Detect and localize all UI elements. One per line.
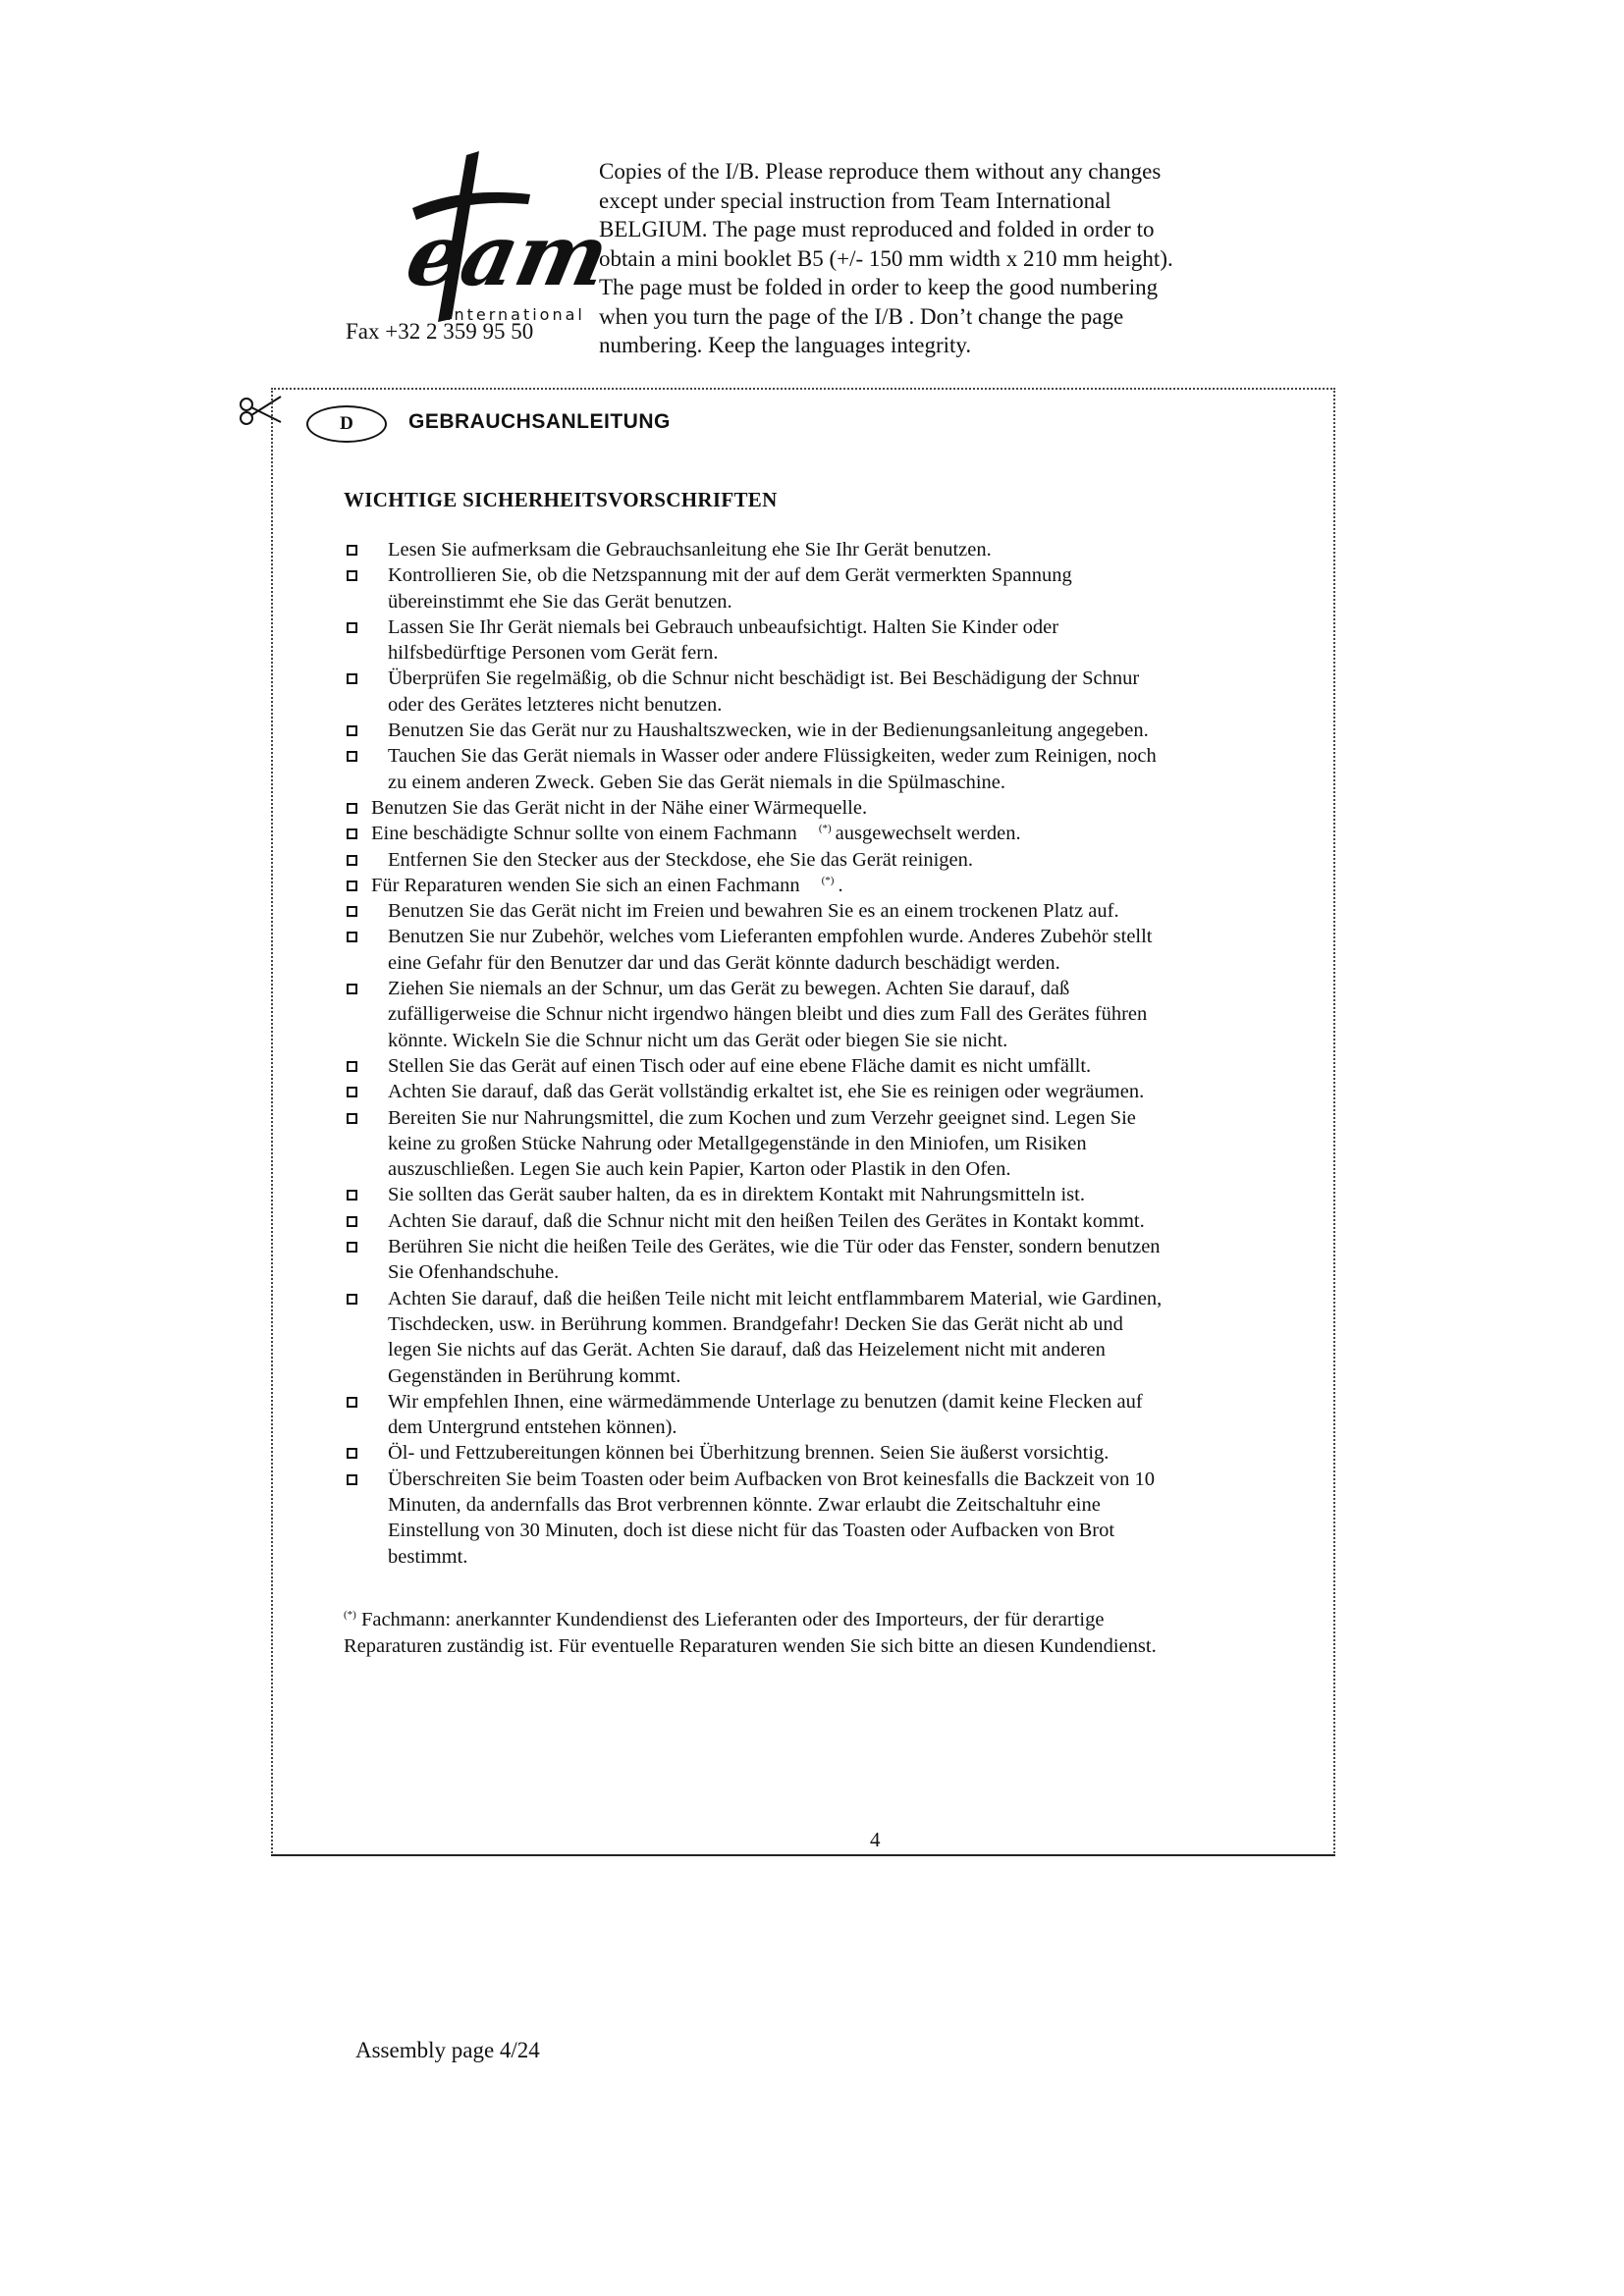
safety-rule-item bbox=[344, 924, 1301, 976]
rule-line: Lassen Sie Ihr Gerät niemals bei Gebrauch unbeaufsichtigt. Halten Sie Kinder oder bbox=[388, 615, 1059, 638]
checkbox-bullet-icon bbox=[347, 1190, 357, 1201]
rule-line: Einstellung von 30 Minuten, doch ist diese nicht für das Toasten oder Aufbacken von Brot bbox=[388, 1520, 1115, 1542]
checkbox-bullet-icon bbox=[347, 984, 357, 994]
rule-line: dem Untergrund entstehen können). bbox=[388, 1416, 677, 1439]
svg-text:international: international bbox=[447, 305, 585, 324]
rule-line: Bereiten Sie nur Nahrungsmittel, die zum Kochen und zum Verzehr geeignet sind. Legen Sie bbox=[388, 1106, 1136, 1129]
checkbox-bullet-icon bbox=[347, 1087, 357, 1097]
safety-rule-item bbox=[344, 562, 1301, 614]
safety-rule-item bbox=[344, 1440, 1301, 1466]
checkbox-bullet-icon bbox=[347, 1061, 357, 1072]
rule-line: Stellen Sie das Gerät auf einen Tisch oder auf eine ebene Fläche damit es nicht umfällt. bbox=[388, 1054, 1092, 1077]
rule-line: auszuschließen. Legen Sie auch kein Papier, Karton oder Plastik in den Ofen. bbox=[388, 1158, 1011, 1181]
safety-rule-item bbox=[344, 1389, 1301, 1441]
safety-rule-item bbox=[344, 1079, 1301, 1104]
team-international-logo bbox=[373, 147, 618, 344]
safety-rule-item bbox=[344, 821, 1301, 846]
intro-text: Copies of the I/B. Please reproduce them without any changes except under special instruction from Team International BELGIUM. The page must reproduced and folded in order to obtain a mini booklet B5 (+/- 150 mm width x 210 mm height). The page must be folded in order to keep the good numbering when you turn the page of the I/B . Don’t change the page numbering. Keep the languages integrity. bbox=[599, 159, 1173, 357]
rule-line: Benutzen Sie nur Zubehör, welches vom Lieferanten empfohlen wurde. Anderes Zubehör stellt bbox=[388, 926, 1153, 948]
safety-rule-item bbox=[344, 1053, 1301, 1079]
assembly-page-label: Assembly page 4/24 bbox=[355, 2038, 540, 2062]
safety-rule-item bbox=[344, 666, 1301, 718]
safety-rule-item bbox=[344, 847, 1301, 873]
rule-line: könnte. Wickeln Sie die Schnur nicht um das Gerät oder biegen Sie sie nicht. bbox=[388, 1029, 1008, 1051]
checkbox-bullet-icon bbox=[347, 1242, 357, 1253]
checkbox-bullet-icon bbox=[347, 932, 357, 942]
footnote: (*) Fachmann: anerkannter Kundendienst des Lieferanten oder des Importeurs, der für derartige Reparaturen zuständig ist. Für eventuelle Reparaturen wenden Sie sich bitte an diesen Kundendienst. bbox=[344, 1609, 1157, 1657]
rule-line: Für Reparaturen wenden Sie sich an einen Fachmann bbox=[371, 874, 800, 896]
rule-line: Achten Sie darauf, daß die heißen Teile nicht mit leicht entflammbarem Material, wie Gardinen, bbox=[388, 1287, 1163, 1309]
checkbox-bullet-icon bbox=[347, 1113, 357, 1124]
rule-line: Lesen Sie aufmerksam die Gebrauchsanleitung ehe Sie Ihr Gerät benutzen. bbox=[388, 539, 992, 561]
checkbox-bullet-icon bbox=[347, 906, 357, 917]
rule-line: Gegenständen in Berührung kommt. bbox=[388, 1364, 681, 1387]
safety-rule-item bbox=[344, 1208, 1301, 1234]
rule-line: Eine beschädigte Schnur sollte von einem Fachmann bbox=[371, 823, 797, 845]
safety-rules-list bbox=[344, 537, 1301, 1570]
checkbox-bullet-icon bbox=[347, 673, 357, 684]
safety-rule-item bbox=[344, 795, 1301, 821]
checkbox-bullet-icon bbox=[347, 725, 357, 736]
checkbox-bullet-icon bbox=[347, 570, 357, 581]
rule-line: Öl- und Fettzubereitungen können bei Überhitzung brennen. Seien Sie äußerst vorsichtig. bbox=[388, 1442, 1110, 1465]
rule-line: Sie Ofenhandschuhe. bbox=[388, 1261, 560, 1284]
safety-rule-item bbox=[344, 743, 1301, 795]
rule-line-tail: . bbox=[838, 874, 843, 896]
svg-text:eam: eam bbox=[398, 204, 618, 305]
rule-line-tail: ausgewechselt werden. bbox=[835, 823, 1021, 845]
checkbox-bullet-icon bbox=[347, 855, 357, 866]
rule-line: Wir empfehlen Ihnen, eine wärmedämmende Unterlage zu benutzen (damit keine Flecken auf bbox=[388, 1390, 1143, 1413]
rule-line: Tischdecken, usw. in Berührung kommen. Brandgefahr! Decken Sie das Gerät nicht ab und bbox=[388, 1312, 1123, 1335]
rule-line: zu einem anderen Zweck. Geben Sie das Gerät niemals in die Spülmaschine. bbox=[388, 771, 1006, 793]
rule-line: legen Sie nichts auf das Gerät. Achten Sie darauf, daß das Heizelement nicht mit anderen bbox=[388, 1339, 1106, 1362]
checkbox-bullet-icon bbox=[347, 803, 357, 814]
rule-line: bestimmt. bbox=[388, 1545, 468, 1568]
checkbox-bullet-icon bbox=[347, 1474, 357, 1485]
safety-rule-item bbox=[344, 1234, 1301, 1286]
footnote-marker: (*) bbox=[821, 875, 835, 887]
frame-bottom-line bbox=[271, 1854, 1335, 1856]
rule-line: Achten Sie darauf, daß die Schnur nicht mit den heißen Teilen des Gerätes in Kontakt kommt. bbox=[388, 1209, 1145, 1232]
rule-line: Berühren Sie nicht die heißen Teile des Gerätes, wie die Tür oder das Fenster, sondern benutzen bbox=[388, 1236, 1161, 1258]
language-badge: D bbox=[306, 405, 387, 443]
safety-rule-item bbox=[344, 898, 1301, 924]
safety-rule-item bbox=[344, 718, 1301, 743]
rule-line: übereinstimmt ehe Sie das Gerät benutzen. bbox=[388, 590, 732, 613]
rule-line: Benutzen Sie das Gerät nur zu Haushaltszwecken, wie in der Bedienungsanleitung angegeben. bbox=[388, 720, 1149, 742]
rule-line: Sie sollten das Gerät sauber halten, da es in direktem Kontakt mit Nahrungsmitteln ist. bbox=[388, 1184, 1085, 1206]
checkbox-bullet-icon bbox=[347, 1216, 357, 1227]
rule-line: keine zu großen Stücke Nahrung oder Metallgegenstände in den Miniofen, um Risiken bbox=[388, 1132, 1087, 1154]
checkbox-bullet-icon bbox=[347, 1294, 357, 1305]
rule-line: Benutzen Sie das Gerät nicht im Freien und bewahren Sie es an einem trockenen Platz auf. bbox=[388, 900, 1119, 923]
rule-line: oder des Gerätes letzteres nicht benutzen. bbox=[388, 693, 723, 716]
section-title: GEBRAUCHSANLEITUNG bbox=[408, 410, 671, 433]
rule-line: Kontrollieren Sie, ob die Netzspannung mit der auf dem Gerät vermerkten Spannung bbox=[388, 564, 1072, 587]
rule-line: Entfernen Sie den Stecker aus der Steckdose, ehe Sie das Gerät reinigen. bbox=[388, 848, 973, 871]
safety-rule-item bbox=[344, 976, 1301, 1053]
safety-heading: WICHTIGE SICHERHEITSVORSCHRIFTEN bbox=[344, 488, 778, 511]
page-number: 4 bbox=[870, 1828, 881, 1851]
checkbox-bullet-icon bbox=[347, 881, 357, 891]
rule-line: Überschreiten Sie beim Toasten oder beim Aufbacken von Brot keinesfalls die Backzeit von 10 bbox=[388, 1468, 1155, 1490]
safety-rule-item bbox=[344, 1286, 1301, 1389]
rule-line: Minuten, da andernfalls das Brot verbrennen könnte. Zwar erlaubt die Zeitschaltuhr eine bbox=[388, 1493, 1101, 1516]
safety-rule-item bbox=[344, 873, 1301, 898]
rule-line: Achten Sie darauf, daß das Gerät vollständig erkaltet ist, ehe Sie es reinigen oder wegräumen. bbox=[388, 1081, 1145, 1103]
rule-line: zufälligerweise die Schnur nicht irgendwo hängen bleibt und dies zum Fall des Gerätes führen bbox=[388, 1003, 1148, 1026]
footnote-marker: (*) bbox=[818, 823, 832, 835]
safety-rule-item bbox=[344, 1105, 1301, 1183]
rule-line: eine Gefahr für den Benutzer dar und das Gerät könnte dadurch beschädigt werden. bbox=[388, 951, 1060, 974]
safety-rule-item bbox=[344, 1467, 1301, 1570]
safety-rule-item bbox=[344, 614, 1301, 667]
safety-rule-item bbox=[344, 537, 1301, 562]
checkbox-bullet-icon bbox=[347, 1397, 357, 1408]
rule-line: Benutzen Sie das Gerät nicht in der Nähe einer Wärmequelle. bbox=[371, 796, 868, 819]
checkbox-bullet-icon bbox=[347, 751, 357, 762]
rule-line: Überprüfen Sie regelmäßig, ob die Schnur nicht beschädigt ist. Bei Beschädigung der Schnur bbox=[388, 667, 1140, 690]
checkbox-bullet-icon bbox=[347, 622, 357, 633]
checkbox-bullet-icon bbox=[347, 545, 357, 556]
rule-line: Tauchen Sie das Gerät niemals in Wasser oder andere Flüssigkeiten, weder zum Reinigen, noch bbox=[388, 745, 1157, 768]
safety-rule-item bbox=[344, 1182, 1301, 1207]
fax-number: Fax +32 2 359 95 50 bbox=[346, 319, 534, 344]
rule-line: Ziehen Sie niemals an der Schnur, um das Gerät zu bewegen. Achten Sie darauf, daß bbox=[388, 978, 1070, 1000]
checkbox-bullet-icon bbox=[347, 1448, 357, 1459]
rule-line: hilfsbedürftige Personen vom Gerät fern. bbox=[388, 642, 719, 665]
checkbox-bullet-icon bbox=[347, 828, 357, 839]
